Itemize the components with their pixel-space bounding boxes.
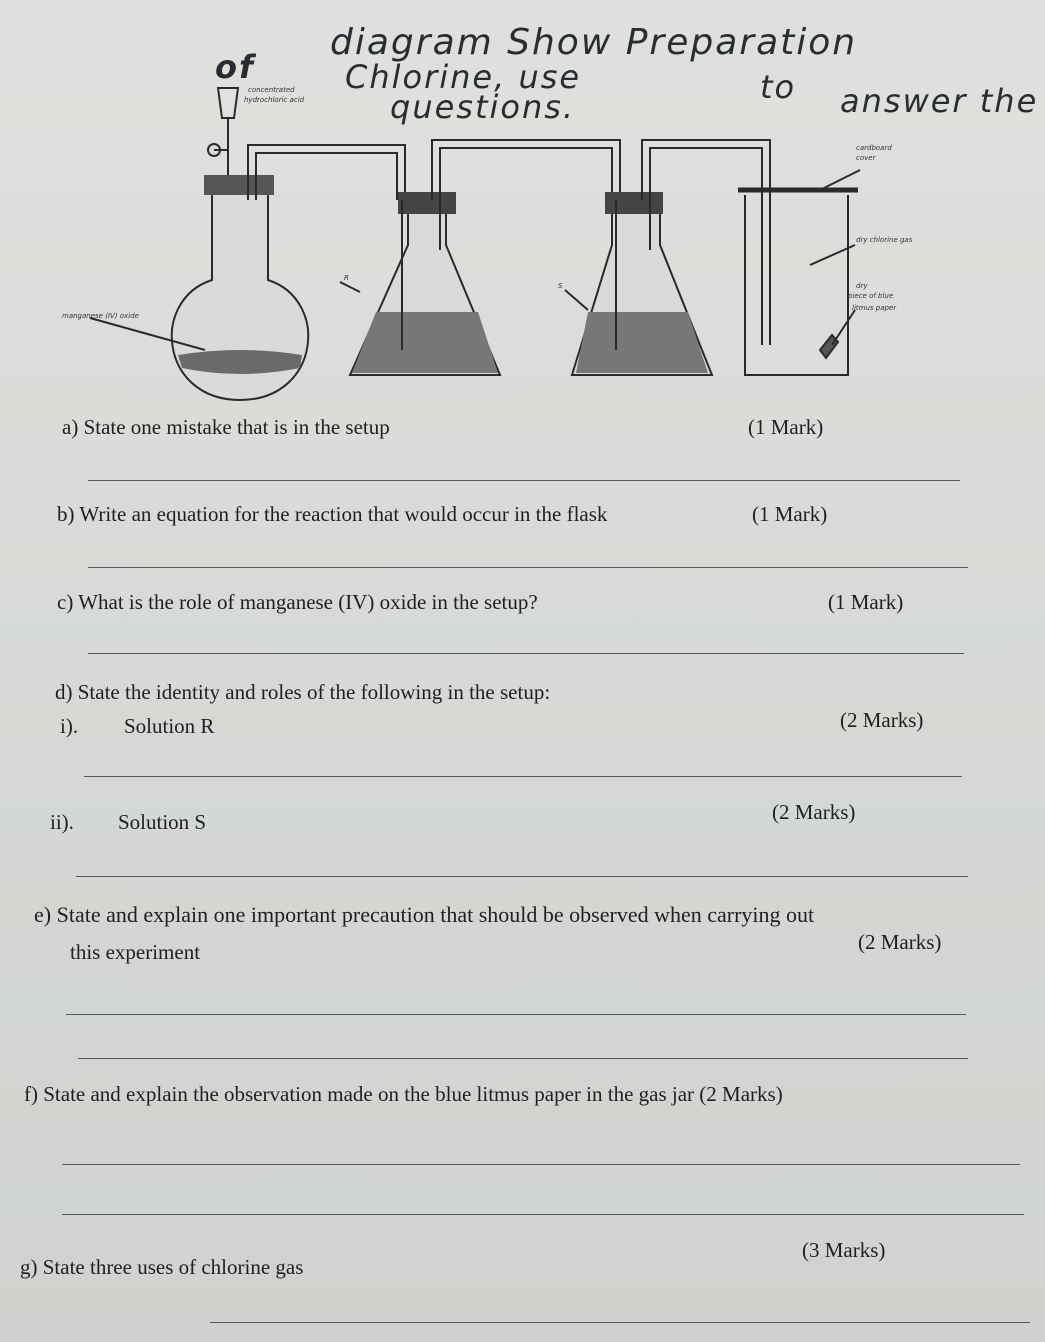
answer-line-f-1[interactable] [62,1164,1020,1165]
handwritten-title: diagram Show Preparation [330,22,858,63]
handwritten-questions: questions. [390,88,576,126]
marks-e: (2 Marks) [858,930,942,954]
answer-line-g[interactable] [210,1322,1030,1323]
question-g: g) State three uses of chlorine gas [20,1255,304,1279]
answer-line-d-i[interactable] [84,776,962,777]
question-f: f) State and explain the observation made on the blue litmus paper in the gas jar (2 Marks) [24,1082,783,1106]
marks-d-ii: (2 Marks) [772,800,856,824]
marks-a: (1 Mark) [748,415,824,439]
apparatus-diagram [0,0,1045,420]
answer-line-e-1[interactable] [66,1014,966,1015]
label-oxide: manganese (IV) oxide [62,312,139,320]
label-gas: dry chlorine gas [856,236,913,244]
question-e: e) State and explain one important precaution that should be observed when carrying out [34,902,815,927]
marks-d-i: (2 Marks) [840,708,924,732]
answer-line-a[interactable] [88,480,960,481]
question-d-ii-number: ii). [50,810,74,834]
handwritten-answer: answer the [840,82,1039,120]
handwritten-of: of [215,48,255,86]
question-a: a) State one mistake that is in the setup [62,415,390,439]
question-d: d) State the identity and roles of the following in the setup: [55,680,551,704]
marks-g: (3 Marks) [802,1238,886,1262]
question-b: b) Write an equation for the reaction that would occur in the flask [57,502,608,526]
handwritten-to: to [760,68,797,106]
label-cover-2: cover [856,154,876,162]
label-paper-3: litmus paper [852,304,897,312]
answer-line-c[interactable] [88,653,964,654]
label-acid: concentrated [248,86,295,94]
label-paper: dry [856,282,868,290]
label-cover: cardboard [856,144,892,152]
question-d-ii: Solution S [118,810,207,834]
question-d-i-number: i). [60,714,79,738]
answer-line-e-2[interactable] [78,1058,968,1059]
answer-line-b[interactable] [88,567,968,568]
label-r: R [344,274,349,282]
label-acid-2: hydrochloric acid [244,96,305,104]
answer-line-f-2[interactable] [62,1214,1024,1215]
question-c: c) What is the role of manganese (IV) oxide in the setup? [57,590,538,614]
label-paper-2: piece of blue [848,292,894,300]
marks-c: (1 Mark) [828,590,904,614]
label-s: S [558,282,563,290]
question-e-line2: this experiment [70,940,201,964]
handwritten-chlorine: Chlorine, use [345,58,582,96]
marks-b: (1 Mark) [752,502,828,526]
answer-line-d-ii[interactable] [76,876,968,877]
question-d-i: Solution R [124,714,215,738]
